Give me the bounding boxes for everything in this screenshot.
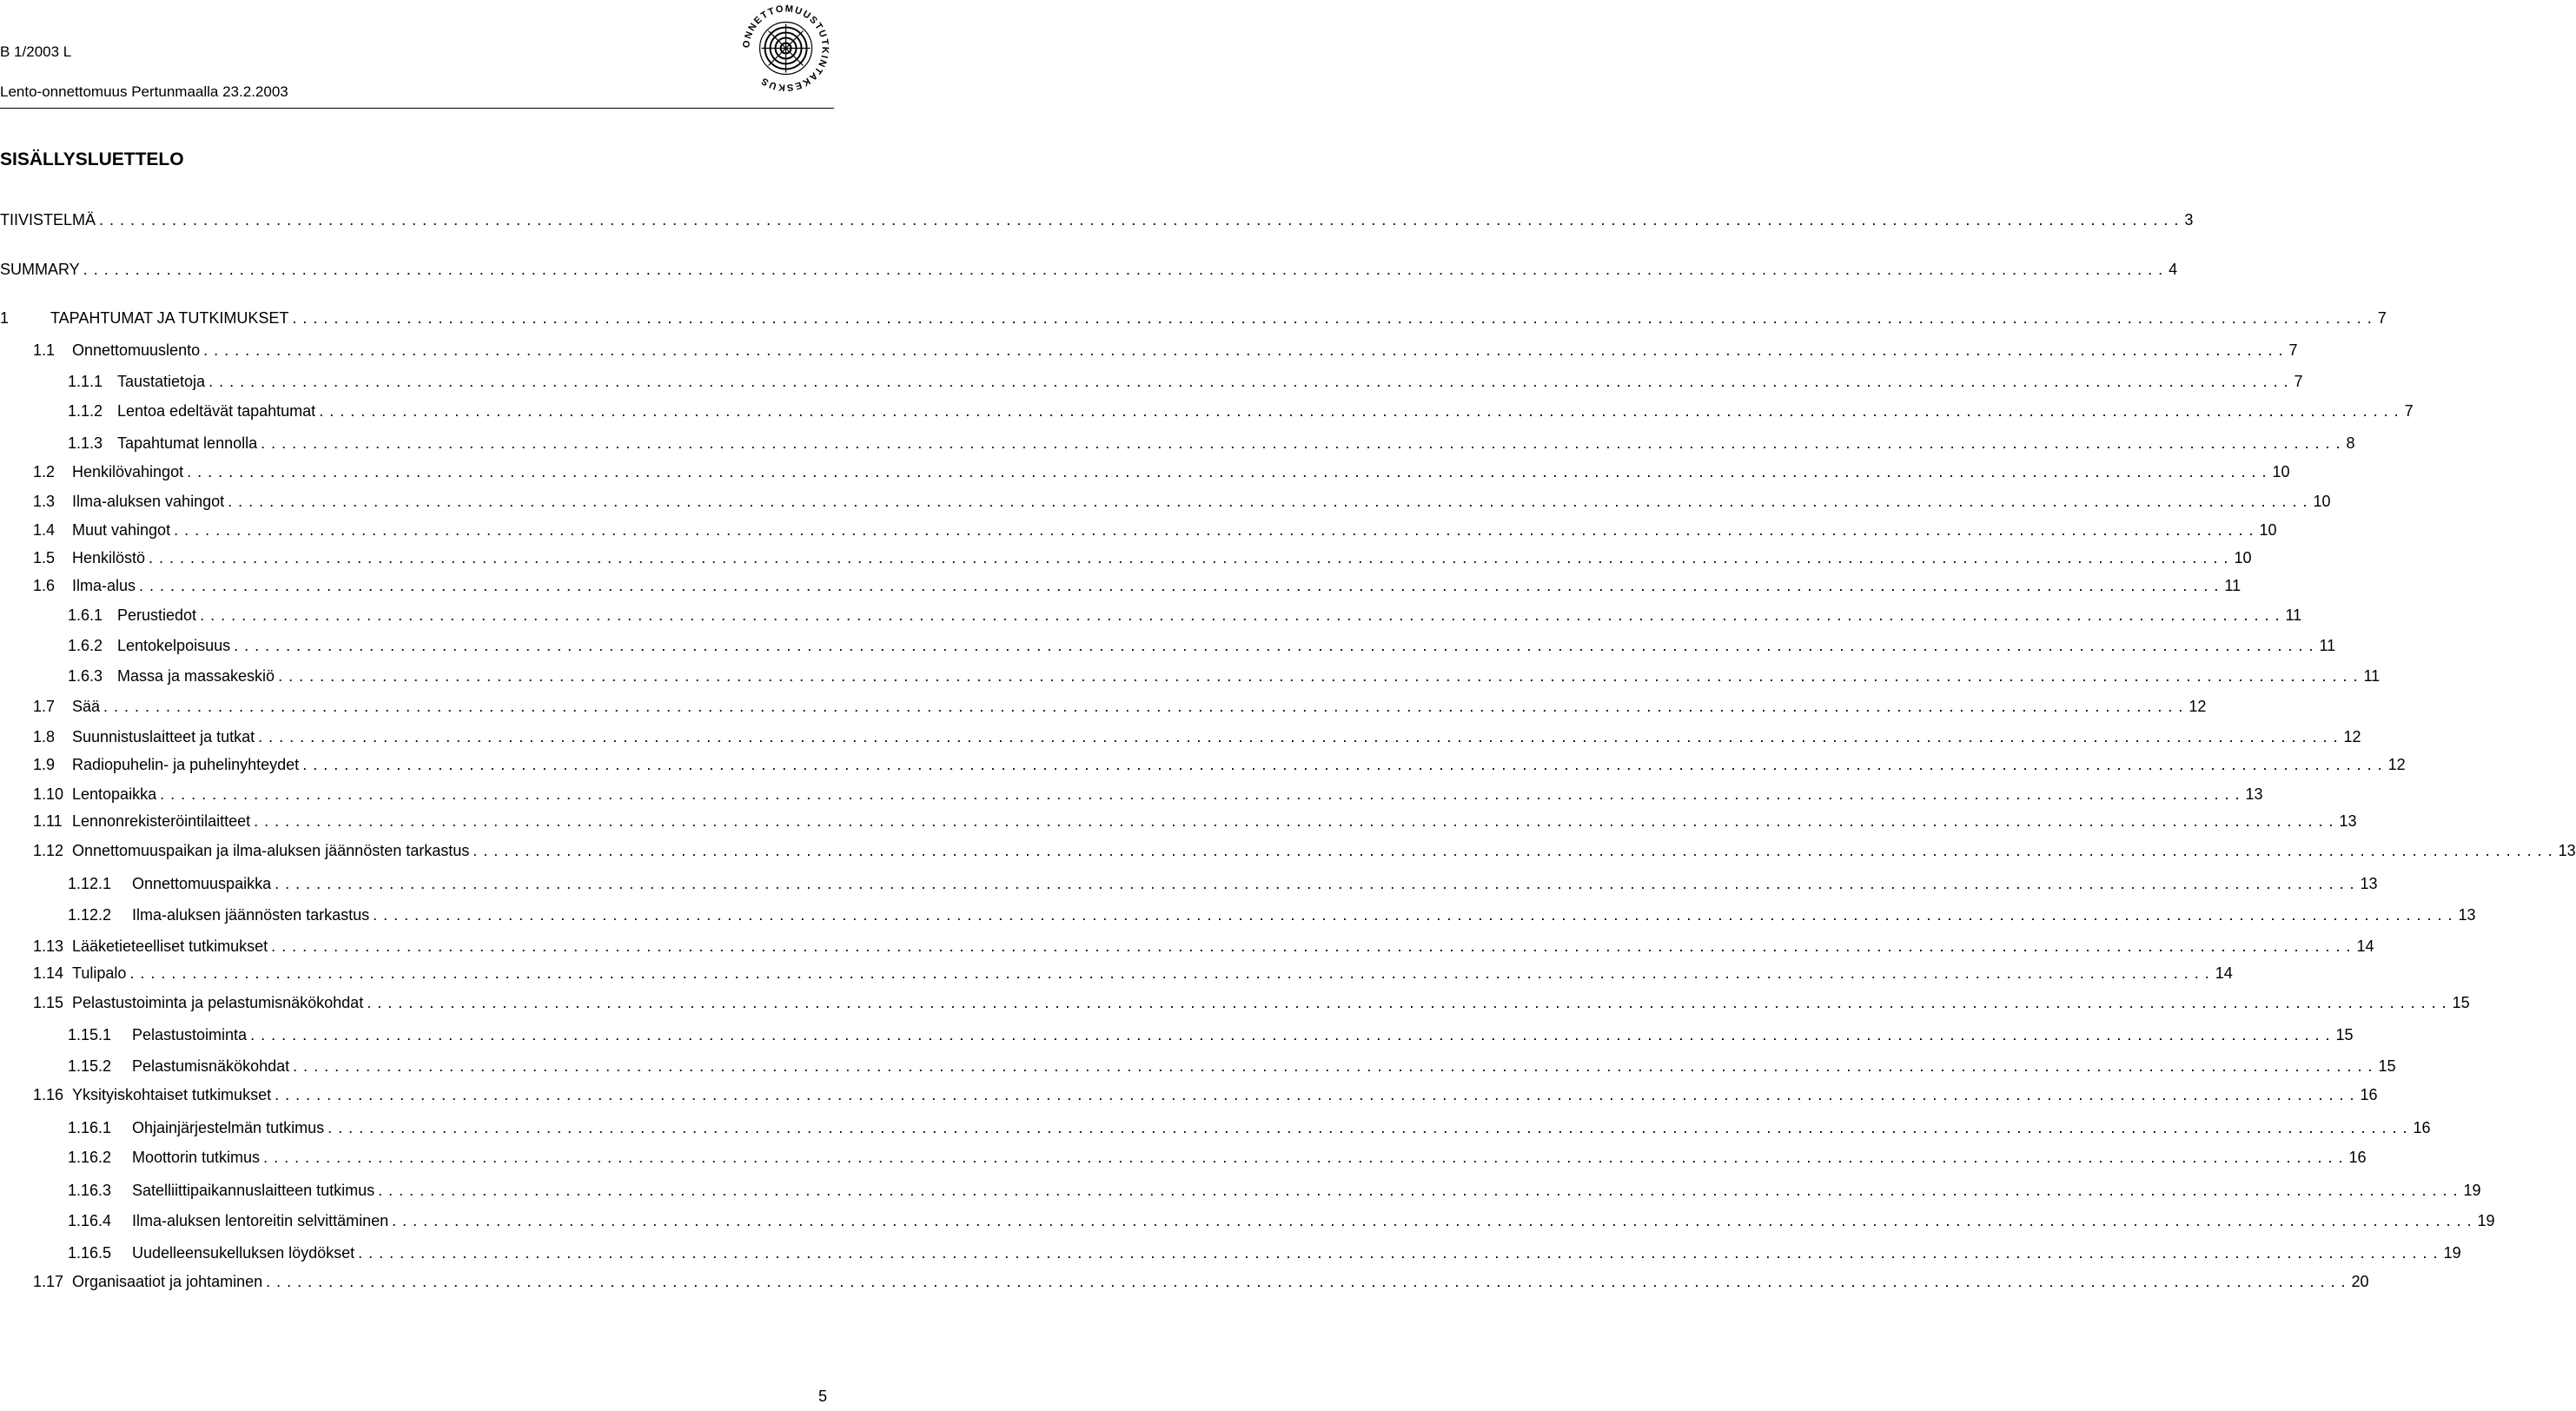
toc-entry-page: 13	[2245, 785, 2263, 803]
toc-entry-title: Muut vahingot	[72, 518, 172, 542]
toc-entry[interactable]	[0, 809, 2357, 833]
toc-entry-title: Tapahtumat lennolla	[117, 431, 259, 455]
toc-entry-page: 11	[2224, 577, 2242, 594]
toc-dot-leader: . . . . . . . . . . . . . . . . . . . . . . . . . . . . . . . . . . . . . . . . . . . . . . . . . . . . . . . . . . . . . . . . . . . . . . . . . . . . . . . . . . . . . . . . . . . . . . . . . . . . . . . . . . . . . . . . . . . . . . . . . . . . . . . . . . . . . . . . . . . . . . . . . . . . . . . . . . . . . . . . . . . . . . . . . . . . . . . . . . . . . . . . . . . . . . . . . . . . . . . .	[293, 1057, 2374, 1075]
toc-entry[interactable]	[0, 338, 2298, 362]
toc-entry[interactable]	[0, 838, 2576, 863]
toc-entry[interactable]	[0, 1145, 2367, 1169]
toc-entry[interactable]	[0, 369, 2303, 394]
toc-entry-title: Lentopaikka	[72, 782, 158, 806]
toc-entry[interactable]	[0, 1178, 2481, 1202]
toc-entry[interactable]	[0, 871, 2378, 896]
toc-dot-leader: . . . . . . . . . . . . . . . . . . . . . . . . . . . . . . . . . . . . . . . . . . . . . . . . . . . . . . . . . . . . . . . . . . . . . . . . . . . . . . . . . . . . . . . . . . . . . . . . . . . . . . . . . . . . . . . . . . . . . . . . . . . . . . . . . . . . . . . . . . . . . . . . . . . . . . . . . . . . . . . . . . . . . . . . . . . . . . . . . . . . . . . . . . . . . . . . . . . . . . . .	[228, 493, 2308, 510]
toc-entry-title: Massa ja massakeskiö	[117, 664, 276, 688]
toc-entry-title: Ilma-aluksen jäännösten tarkastus	[132, 903, 371, 927]
toc-dot-leader: . . . . . . . . . . . . . . . . . . . . . . . . . . . . . . . . . . . . . . . . . . . . . . . . . . . . . . . . . . . . . . . . . . . . . . . . . . . . . . . . . . . . . . . . . . . . . . . . . . . . . . . . . . . . . . . . . . . . . . . . . . . . . . . . . . . . . . . . . . . . . . . . . . . . . . . . . . . . . . . . . . . . . . . . . . . . . . . . . . . . . . . . . . . . . . . . . . . . . . . .	[266, 1273, 2347, 1290]
toc-entry-number: 1.15	[33, 994, 64, 1011]
toc-dot-leader: . . . . . . . . . . . . . . . . . . . . . . . . . . . . . . . . . . . . . . . . . . . . . . . . . . . . . . . . . . . . . . . . . . . . . . . . . . . . . . . . . . . . . . . . . . . . . . . . . . . . . . . . . . . . . . . . . . . . . . . . . . . . . . . . . . . . . . . . . . . . . . . . . . . . . . . . . . . . . . . . . . . . . . . . . . . . . . . . . . . . . . . . . . . . . . . . . . . . . . . .	[174, 521, 2255, 539]
toc-entry-number: 1.6	[33, 577, 56, 594]
toc-dot-leader: . . . . . . . . . . . . . . . . . . . . . . . . . . . . . . . . . . . . . . . . . . . . . . . . . . . . . . . . . . . . . . . . . . . . . . . . . . . . . . . . . . . . . . . . . . . . . . . . . . . . . . . . . . . . . . . . . . . . . . . . . . . . . . . . . . . . . . . . . . . . . . . . . . . . . . . . . . . . . . . . . . . . . . . . . . . . . . . . . . . . . . . . . . . . . . . . . . . . . . . .	[292, 309, 2373, 327]
toc-dot-leader: . . . . . . . . . . . . . . . . . . . . . . . . . . . . . . . . . . . . . . . . . . . . . . . . . . . . . . . . . . . . . . . . . . . . . . . . . . . . . . . . . . . . . . . . . . . . . . . . . . . . . . . . . . . . . . . . . . . . . . . . . . . . . . . . . . . . . . . . . . . . . . . . . . . . . . . . . . . . . . . . . . . . . . . . . . . . . . . . . . . . . . . . . . . . . . . . . . . . . . . .	[271, 937, 2352, 955]
toc-entry-title: Lennonrekisteröintilaitteet	[72, 809, 252, 833]
toc-entry-page: 16	[2348, 1149, 2367, 1166]
toc-dot-leader: . . . . . . . . . . . . . . . . . . . . . . . . . . . . . . . . . . . . . . . . . . . . . . . . . . . . . . . . . . . . . . . . . . . . . . . . . . . . . . . . . . . . . . . . . . . . . . . . . . . . . . . . . . . . . . . . . . . . . . . . . . . . . . . . . . . . . . . . . . . . . . . . . . . . . . . . . . . . . . . . . . . . . . . . . . . . . . . . . . . . . . . . . . . . . . . . . . . . . . . .	[234, 637, 2314, 654]
toc-entry-page: 11	[2363, 667, 2381, 685]
toc-dot-leader: . . . . . . . . . . . . . . . . . . . . . . . . . . . . . . . . . . . . . . . . . . . . . . . . . . . . . . . . . . . . . . . . . . . . . . . . . . . . . . . . . . . . . . . . . . . . . . . . . . . . . . . . . . . . . . . . . . . . . . . . . . . . . . . . . . . . . . . . . . . . . . . . . . . . . . . . . . . . . . . . . . . . . . . . . . . . . . . . . . . . . . . . . . . . . . . . . . . . . . . .	[263, 1149, 2344, 1166]
toc-entry-title: Taustatietoja	[117, 369, 207, 394]
toc-entry-title: Yksityiskohtaiset tutkimukset	[72, 1083, 273, 1107]
toc-entry-page: 12	[2343, 728, 2361, 745]
toc-entry-number: 1	[0, 309, 10, 327]
toc-entry-number: 1.16.1	[68, 1119, 112, 1136]
toc-entry-number: 1.13	[33, 937, 64, 955]
toc-entry[interactable]	[0, 306, 2387, 330]
toc-entry-title: Pelastustoiminta ja pelastumisnäkökohdat	[72, 990, 365, 1015]
toc-entry-title: Sää	[72, 694, 102, 719]
toc-entry-title: Lääketieteelliset tutkimukset	[72, 934, 269, 958]
toc-entry-title: Onnettomuuspaikan ja ilma-aluksen jäännösten tarkastus	[72, 838, 471, 863]
toc-entry-title: SUMMARY	[0, 257, 82, 282]
toc-entry-page: 14	[2356, 937, 2374, 955]
toc-entry-page: 19	[2443, 1244, 2461, 1262]
toc-entry-page: 10	[2259, 521, 2277, 539]
toc-entry-number: 1.6.2	[68, 637, 103, 654]
toc-entry-page: 7	[2294, 373, 2303, 390]
toc-dot-leader: . . . . . . . . . . . . . . . . . . . . . . . . . . . . . . . . . . . . . . . . . . . . . . . . . . . . . . . . . . . . . . . . . . . . . . . . . . . . . . . . . . . . . . . . . . . . . . . . . . . . . . . . . . . . . . . . . . . . . . . . . . . . . . . . . . . . . . . . . . . . . . . . . . . . . . . . . . . . . . . . . . . . . . . . . . . . . . . . . . . . . . . . . . . . . . . . . . . . . . . .	[187, 463, 2268, 480]
toc-entry-page: 13	[2458, 906, 2476, 924]
toc-entry-title: TAPAHTUMAT JA TUTKIMUKSET	[50, 306, 290, 330]
toc-dot-leader: . . . . . . . . . . . . . . . . . . . . . . . . . . . . . . . . . . . . . . . . . . . . . . . . . . . . . . . . . . . . . . . . . . . . . . . . . . . . . . . . . . . . . . . . . . . . . . . . . . . . . . . . . . . . . . . . . . . . . . . . . . . . . . . . . . . . . . . . . . . . . . . . . . . . . . . . . . . . . . . . . . . . . . . . . . . . . . . . . . . . . . . . . . . . . . . . . . . . . . . .	[302, 756, 2383, 773]
toc-entry[interactable]	[0, 518, 2277, 542]
toc-entry-number: 1.1	[33, 341, 56, 359]
toc-entry[interactable]	[0, 752, 2406, 777]
toc-dot-leader: . . . . . . . . . . . . . . . . . . . . . . . . . . . . . . . . . . . . . . . . . . . . . . . . . . . . . . . . . . . . . . . . . . . . . . . . . . . . . . . . . . . . . . . . . . . . . . . . . . . . . . . . . . . . . . . . . . . . . . . . . . . . . . . . . . . . . . . . . . . . . . . . . . . . . . . . . . . . . . . . . . . . . . . . . . . . . . . . . . . . . . . . . . . . . . . . . . . . . . . .	[203, 341, 2284, 359]
toc-dot-leader: . . . . . . . . . . . . . . . . . . . . . . . . . . . . . . . . . . . . . . . . . . . . . . . . . . . . . . . . . . . . . . . . . . . . . . . . . . . . . . . . . . . . . . . . . . . . . . . . . . . . . . . . . . . . . . . . . . . . . . . . . . . . . . . . . . . . . . . . . . . . . . . . . . . . . . . . . . . . . . . . . . . . . . . . . . . . . . . . . . . . . . . . . . . . . . . . . . . . . . . .	[200, 606, 2281, 624]
toc-entry-page: 16	[2413, 1119, 2431, 1136]
toc-entry-title: Moottorin tutkimus	[132, 1145, 262, 1169]
document-id: B 1/2003 L	[0, 43, 72, 60]
toc-entry[interactable]	[0, 782, 2263, 806]
toc-entry-number: 1.9	[33, 756, 56, 773]
toc-dot-leader: . . . . . . . . . . . . . . . . . . . . . . . . . . . . . . . . . . . . . . . . . . . . . . . . . . . . . . . . . . . . . . . . . . . . . . . . . . . . . . . . . . . . . . . . . . . . . . . . . . . . . . . . . . . . . . . . . . . . . . . . . . . . . . . . . . . . . . . . . . . . . . . . . . . . . . . . . . . . . . . . . . . . . . . . . . . . . . . . . . . . . . . . . . . . . . . . . . . . . . . .	[258, 728, 2339, 745]
toc-entry-title: Ilma-alus	[72, 573, 137, 598]
toc-entry-page: 15	[2378, 1057, 2396, 1075]
toc-entry-title: Pelastustoiminta	[132, 1023, 248, 1047]
toc-entry[interactable]	[0, 489, 2331, 513]
toc-entry-title: Satelliittipaikannuslaitteen tutkimus	[132, 1178, 376, 1202]
toc-entry[interactable]	[0, 1269, 2369, 1294]
toc-entry-title: Ilma-aluksen vahingot	[72, 489, 226, 513]
toc-entry-title: Radiopuhelin- ja puhelinyhteydet	[72, 752, 301, 777]
toc-entry-title: Ohjainjärjestelmän tutkimus	[132, 1116, 326, 1140]
toc-dot-leader: . . . . . . . . . . . . . . . . . . . . . . . . . . . . . . . . . . . . . . . . . . . . . . . . . . . . . . . . . . . . . . . . . . . . . . . . . . . . . . . . . . . . . . . . . . . . . . . . . . . . . . . . . . . . . . . . . . . . . . . . . . . . . . . . . . . . . . . . . . . . . . . . . . . . . . . . . . . . . . . . . . . . . . . . . . . . . . . . . . . . . . . . . . . . . . . . . . . . . . . .	[250, 1026, 2331, 1043]
toc-entry-page: 19	[2477, 1212, 2495, 1229]
toc-entry-title: Ilma-aluksen lentoreitin selvittäminen	[132, 1209, 390, 1233]
toc-entry[interactable]	[0, 257, 2178, 282]
toc-entry-number: 1.2	[33, 463, 56, 480]
toc-entry-page: 14	[2215, 964, 2233, 982]
toc-entry-title: Organisaatiot ja johtaminen	[72, 1269, 264, 1294]
toc-entry-page: 10	[2313, 493, 2331, 510]
toc-dot-leader: . . . . . . . . . . . . . . . . . . . . . . . . . . . . . . . . . . . . . . . . . . . . . . . . . . . . . . . . . . . . . . . . . . . . . . . . . . . . . . . . . . . . . . . . . . . . . . . . . . . . . . . . . . . . . . . . . . . . . . . . . . . . . . . . . . . . . . . . . . . . . . . . . . . . . . . . . . . . . . . . . . . . . . . . . . . . . . . . . . . . . . . . . . . . . . . . . . . . . . . .	[261, 434, 2341, 452]
toc-dot-leader: . . . . . . . . . . . . . . . . . . . . . . . . . . . . . . . . . . . . . . . . . . . . . . . . . . . . . . . . . . . . . . . . . . . . . . . . . . . . . . . . . . . . . . . . . . . . . . . . . . . . . . . . . . . . . . . . . . . . . . . . . . . . . . . . . . . . . . . . . . . . . . . . . . . . . . . . . . . . . . . . . . . . . . . . . . . . . . . . . . . . . . . . . . . . . . . . . . . . . . . .	[367, 994, 2447, 1011]
toc-entry-number: 1.6.1	[68, 606, 103, 624]
toc-entry-number: 1.6.3	[68, 667, 103, 685]
toc-entry-title: Tulipalo	[72, 961, 128, 985]
toc-entry[interactable]	[0, 725, 2361, 749]
toc-entry[interactable]	[0, 990, 2470, 1015]
toc-entry-page: 7	[2377, 309, 2387, 327]
toc-entry-page: 13	[2558, 842, 2576, 859]
toc-dot-leader: . . . . . . . . . . . . . . . . . . . . . . . . . . . . . . . . . . . . . . . . . . . . . . . . . . . . . . . . . . . . . . . . . . . . . . . . . . . . . . . . . . . . . . . . . . . . . . . . . . . . . . . . . . . . . . . . . . . . . . . . . . . . . . . . . . . . . . . . . . . . . . . . . . . . . . . . . . . . . . . . . . . . . . . . . . . . . . . . . . . . . . . . . . . . . . . . . . . . . . . .	[373, 906, 2453, 924]
toc-dot-leader: . . . . . . . . . . . . . . . . . . . . . . . . . . . . . . . . . . . . . . . . . . . . . . . . . . . . . . . . . . . . . . . . . . . . . . . . . . . . . . . . . . . . . . . . . . . . . . . . . . . . . . . . . . . . . . . . . . . . . . . . . . . . . . . . . . . . . . . . . . . . . . . . . . . . . . . . . . . . . . . . . . . . . . . . . . . . . . . . . . . . . . . . . . . . . . . . . . . . . . . .	[254, 812, 2334, 830]
toc-entry-number: 1.12.1	[68, 875, 112, 892]
toc-entry-number: 1.12.2	[68, 906, 112, 924]
toc-entry-number: 1.16.5	[68, 1244, 112, 1262]
seal-text: ONNETTOMUUSTUTKINTAKESKUS	[741, 3, 831, 93]
toc-entry-page: 16	[2360, 1086, 2378, 1103]
toc-dot-leader: . . . . . . . . . . . . . . . . . . . . . . . . . . . . . . . . . . . . . . . . . . . . . . . . . . . . . . . . . . . . . . . . . . . . . . . . . . . . . . . . . . . . . . . . . . . . . . . . . . . . . . . . . . . . . . . . . . . . . . . . . . . . . . . . . . . . . . . . . . . . . . . . . . . . . . . . . . . . . . . . . . . . . . . . . . . . . . . . . . . . . . . . . . . . . . . . . . . . . . . .	[378, 1182, 2459, 1199]
toc-entry-title: Uudelleensukelluksen löydökset	[132, 1241, 356, 1265]
toc-entry[interactable]	[0, 208, 2194, 232]
toc-entry-title: Perustiedot	[117, 603, 198, 627]
document-title: Lento-onnettomuus Pertunmaalla 23.2.2003	[0, 83, 288, 100]
toc-dot-leader: . . . . . . . . . . . . . . . . . . . . . . . . . . . . . . . . . . . . . . . . . . . . . . . . . . . . . . . . . . . . . . . . . . . . . . . . . . . . . . . . . . . . . . . . . . . . . . . . . . . . . . . . . . . . . . . . . . . . . . . . . . . . . . . . . . . . . . . . . . . . . . . . . . . . . . . . . . . . . . . . . . . . . . . . . . . . . . . . . . . . . . . . . . . . . . . . . . . . . . . .	[358, 1244, 2439, 1262]
toc-entry[interactable]	[0, 1083, 2378, 1107]
toc-entry-number: 1.15.2	[68, 1057, 112, 1075]
toc-entry[interactable]	[0, 1023, 2354, 1047]
toc-entry-number: 1.1.3	[68, 434, 103, 452]
toc-dot-leader: . . . . . . . . . . . . . . . . . . . . . . . . . . . . . . . . . . . . . . . . . . . . . . . . . . . . . . . . . . . . . . . . . . . . . . . . . . . . . . . . . . . . . . . . . . . . . . . . . . . . . . . . . . . . . . . . . . . . . . . . . . . . . . . . . . . . . . . . . . . . . . . . . . . . . . . . . . . . . . . . . . . . . . . . . . . . . . . . . . . . . . . . . . . . . . . . . . . . . . . .	[275, 1086, 2355, 1103]
toc-entry-page: 13	[2339, 812, 2357, 830]
toc-entry-title: Henkilövahingot	[72, 460, 185, 484]
toc-entry[interactable]	[0, 961, 2233, 985]
toc-entry-title: Lentokelpoisuus	[117, 633, 232, 658]
toc-entry-title: Onnettomuuslento	[72, 338, 202, 362]
toc-entry-number: 1.1.1	[68, 373, 103, 390]
toc-entry[interactable]	[0, 934, 2374, 958]
toc-dot-leader: . . . . . . . . . . . . . . . . . . . . . . . . . . . . . . . . . . . . . . . . . . . . . . . . . . . . . . . . . . . . . . . . . . . . . . . . . . . . . . . . . . . . . . . . . . . . . . . . . . . . . . . . . . . . . . . . . . . . . . . . . . . . . . . . . . . . . . . . . . . . . . . . . . . . . . . . . . . . . . . . . . . . . . . . . . . . . . . . . . . . . . . . . . . . . . . . . . . . . . . .	[328, 1119, 2408, 1136]
toc-entry-number: 1.8	[33, 728, 56, 745]
toc-entry-page: 7	[2288, 341, 2298, 359]
toc-dot-leader: . . . . . . . . . . . . . . . . . . . . . . . . . . . . . . . . . . . . . . . . . . . . . . . . . . . . . . . . . . . . . . . . . . . . . . . . . . . . . . . . . . . . . . . . . . . . . . . . . . . . . . . . . . . . . . . . . . . . . . . . . . . . . . . . . . . . . . . . . . . . . . . . . . . . . . . . . . . . . . . . . . . . . . . . . . . . . . . . . . . . . . . . . . . . . . . . . . . . . . . .	[319, 402, 2400, 420]
toc-dot-leader: . . . . . . . . . . . . . . . . . . . . . . . . . . . . . . . . . . . . . . . . . . . . . . . . . . . . . . . . . . . . . . . . . . . . . . . . . . . . . . . . . . . . . . . . . . . . . . . . . . . . . . . . . . . . . . . . . . . . . . . . . . . . . . . . . . . . . . . . . . . . . . . . . . . . . . . . . . . . . . . . . . . . . . . . . . . . . . . . . . . . . . . . . . . . . . . . . . . . . . . .	[209, 373, 2289, 390]
toc-entry[interactable]	[0, 1116, 2431, 1140]
toc-entry-title: Onnettomuuspaikka	[132, 871, 273, 896]
toc-entry[interactable]	[0, 603, 2302, 627]
toc-dot-leader: . . . . . . . . . . . . . . . . . . . . . . . . . . . . . . . . . . . . . . . . . . . . . . . . . . . . . . . . . . . . . . . . . . . . . . . . . . . . . . . . . . . . . . . . . . . . . . . . . . . . . . . . . . . . . . . . . . . . . . . . . . . . . . . . . . . . . . . . . . . . . . . . . . . . . . . . . . . . . . . . . . . . . . . . . . . . . . . . . . . . . . . . . . . . . . . . . . . . . . . .	[149, 549, 2229, 566]
toc-entry-title: Lentoa edeltävät tapahtumat	[117, 399, 317, 423]
toc-entry-number: 1.14	[33, 964, 64, 982]
toc-entry[interactable]	[0, 664, 2381, 688]
toc-entry-title: Pelastumisnäkökohdat	[132, 1054, 291, 1078]
toc-entry-page: 4	[2169, 261, 2178, 278]
toc-entry[interactable]	[0, 633, 2336, 658]
toc-entry[interactable]	[0, 1209, 2495, 1233]
toc-entry-number: 1.12	[33, 842, 64, 859]
toc-entry-page: 13	[2360, 875, 2378, 892]
toc-entry-page: 12	[2189, 698, 2207, 715]
toc-dot-leader: . . . . . . . . . . . . . . . . . . . . . . . . . . . . . . . . . . . . . . . . . . . . . . . . . . . . . . . . . . . . . . . . . . . . . . . . . . . . . . . . . . . . . . . . . . . . . . . . . . . . . . . . . . . . . . . . . . . . . . . . . . . . . . . . . . . . . . . . . . . . . . . . . . . . . . . . . . . . . . . . . . . . . . . . . . . . . . . . . . . . . . . . . . . . . . . . . . . . . . . .	[139, 577, 2220, 594]
toc-entry-page: 3	[2184, 211, 2194, 229]
toc-entry-page: 7	[2404, 402, 2414, 420]
toc-entry-number: 1.11	[33, 812, 63, 830]
toc-entry-page: 20	[2351, 1273, 2369, 1290]
toc-entry-page: 11	[2319, 637, 2336, 654]
toc-dot-leader: . . . . . . . . . . . . . . . . . . . . . . . . . . . . . . . . . . . . . . . . . . . . . . . . . . . . . . . . . . . . . . . . . . . . . . . . . . . . . . . . . . . . . . . . . . . . . . . . . . . . . . . . . . . . . . . . . . . . . . . . . . . . . . . . . . . . . . . . . . . . . . . . . . . . . . . . . . . . . . . . . . . . . . . . . . . . . . . . . . . . . . . . . . . . . . . . . . . . . . . .	[392, 1212, 2473, 1229]
toc-entry[interactable]	[0, 546, 2252, 570]
toc-entry[interactable]	[0, 573, 2242, 598]
toc-entry[interactable]	[0, 399, 2414, 423]
toc-entry-number: 1.16.3	[68, 1182, 112, 1199]
toc-entry[interactable]	[0, 460, 2290, 484]
toc-entry[interactable]	[0, 431, 2355, 455]
toc-entry-page: 11	[2285, 606, 2302, 624]
toc-entry-page: 15	[2452, 994, 2470, 1011]
toc-entry-number: 1.10	[33, 785, 64, 803]
toc-entry-page: 10	[2234, 549, 2252, 566]
toc-dot-leader: . . . . . . . . . . . . . . . . . . . . . . . . . . . . . . . . . . . . . . . . . . . . . . . . . . . . . . . . . . . . . . . . . . . . . . . . . . . . . . . . . . . . . . . . . . . . . . . . . . . . . . . . . . . . . . . . . . . . . . . . . . . . . . . . . . . . . . . . . . . . . . . . . . . . . . . . . . . . . . . . . . . . . . . . . . . . . . . . . . . . . . . . . . . . . . . . . . . . . . . .	[99, 211, 2180, 229]
toc-entry[interactable]	[0, 1241, 2461, 1265]
toc-dot-leader: . . . . . . . . . . . . . . . . . . . . . . . . . . . . . . . . . . . . . . . . . . . . . . . . . . . . . . . . . . . . . . . . . . . . . . . . . . . . . . . . . . . . . . . . . . . . . . . . . . . . . . . . . . . . . . . . . . . . . . . . . . . . . . . . . . . . . . . . . . . . . . . . . . . . . . . . . . . . . . . . . . . . . . . . . . . . . . . . . . . . . . . . . . . . . . . . . . . . . . . .	[278, 667, 2359, 685]
toc-dot-leader: . . . . . . . . . . . . . . . . . . . . . . . . . . . . . . . . . . . . . . . . . . . . . . . . . . . . . . . . . . . . . . . . . . . . . . . . . . . . . . . . . . . . . . . . . . . . . . . . . . . . . . . . . . . . . . . . . . . . . . . . . . . . . . . . . . . . . . . . . . . . . . . . . . . . . . . . . . . . . . . . . . . . . . . . . . . . . . . . . . . . . . . . . . . . . . . . . . . . . . . .	[160, 785, 2241, 803]
toc-dot-leader: . . . . . . . . . . . . . . . . . . . . . . . . . . . . . . . . . . . . . . . . . . . . . . . . . . . . . . . . . . . . . . . . . . . . . . . . . . . . . . . . . . . . . . . . . . . . . . . . . . . . . . . . . . . . . . . . . . . . . . . . . . . . . . . . . . . . . . . . . . . . . . . . . . . . . . . . . . . . . . . . . . . . . . . . . . . . . . . . . . . . . . . . . . . . . . . . . . . . . . . .	[103, 698, 2184, 715]
toc-entry[interactable]	[0, 694, 2207, 719]
toc-entry-number: 1.4	[33, 521, 56, 539]
toc-entry-page: 12	[2387, 756, 2406, 773]
toc-dot-leader: . . . . . . . . . . . . . . . . . . . . . . . . . . . . . . . . . . . . . . . . . . . . . . . . . . . . . . . . . . . . . . . . . . . . . . . . . . . . . . . . . . . . . . . . . . . . . . . . . . . . . . . . . . . . . . . . . . . . . . . . . . . . . . . . . . . . . . . . . . . . . . . . . . . . . . . . . . . . . . . . . . . . . . . . . . . . . . . . . . . . . . . . . . . . . . . . . . . . . . . .	[83, 261, 2164, 278]
toc-entry-page: 19	[2463, 1182, 2481, 1199]
page-number: 5	[818, 1388, 828, 1405]
toc-dot-leader: . . . . . . . . . . . . . . . . . . . . . . . . . . . . . . . . . . . . . . . . . . . . . . . . . . . . . . . . . . . . . . . . . . . . . . . . . . . . . . . . . . . . . . . . . . . . . . . . . . . . . . . . . . . . . . . . . . . . . . . . . . . . . . . . . . . . . . . . . . . . . . . . . . . . . . . . . . . . . . . . . . . . . . . . . . . . . . . . . . . . . . . . . . . . . . . . . . . . . . . .	[473, 842, 2553, 859]
toc-entry-page: 8	[2346, 434, 2355, 452]
toc-entry[interactable]	[0, 903, 2476, 927]
toc-dot-leader: . . . . . . . . . . . . . . . . . . . . . . . . . . . . . . . . . . . . . . . . . . . . . . . . . . . . . . . . . . . . . . . . . . . . . . . . . . . . . . . . . . . . . . . . . . . . . . . . . . . . . . . . . . . . . . . . . . . . . . . . . . . . . . . . . . . . . . . . . . . . . . . . . . . . . . . . . . . . . . . . . . . . . . . . . . . . . . . . . . . . . . . . . . . . . . . . . . . . . . . .	[129, 964, 2210, 982]
toc-entry-number: 1.3	[33, 493, 56, 510]
toc-entry-number: 1.15.1	[68, 1026, 112, 1043]
toc-heading: SISÄLLYSLUETTELO	[0, 149, 184, 169]
toc-entry-number: 1.7	[33, 698, 56, 715]
toc-entry[interactable]	[0, 1054, 2396, 1078]
toc-entry-number: 1.17	[33, 1273, 64, 1290]
toc-entry-page: 10	[2272, 463, 2290, 480]
toc-dot-leader: . . . . . . . . . . . . . . . . . . . . . . . . . . . . . . . . . . . . . . . . . . . . . . . . . . . . . . . . . . . . . . . . . . . . . . . . . . . . . . . . . . . . . . . . . . . . . . . . . . . . . . . . . . . . . . . . . . . . . . . . . . . . . . . . . . . . . . . . . . . . . . . . . . . . . . . . . . . . . . . . . . . . . . . . . . . . . . . . . . . . . . . . . . . . . . . . . . . . . . . .	[275, 875, 2355, 892]
toc-entry-number: 1.16.4	[68, 1212, 112, 1229]
toc-entry-number: 1.16.2	[68, 1149, 112, 1166]
toc-entry-title: Suunnistuslaitteet ja tutkat	[72, 725, 256, 749]
toc-entry-number: 1.5	[33, 549, 56, 566]
toc-entry-number: 1.1.2	[68, 402, 103, 420]
toc-entry-page: 15	[2335, 1026, 2354, 1043]
toc-entry-number: 1.16	[33, 1086, 64, 1103]
toc-entry-title: Henkilöstö	[72, 546, 147, 570]
toc-entry-title: TIIVISTELMÄ	[0, 208, 97, 232]
